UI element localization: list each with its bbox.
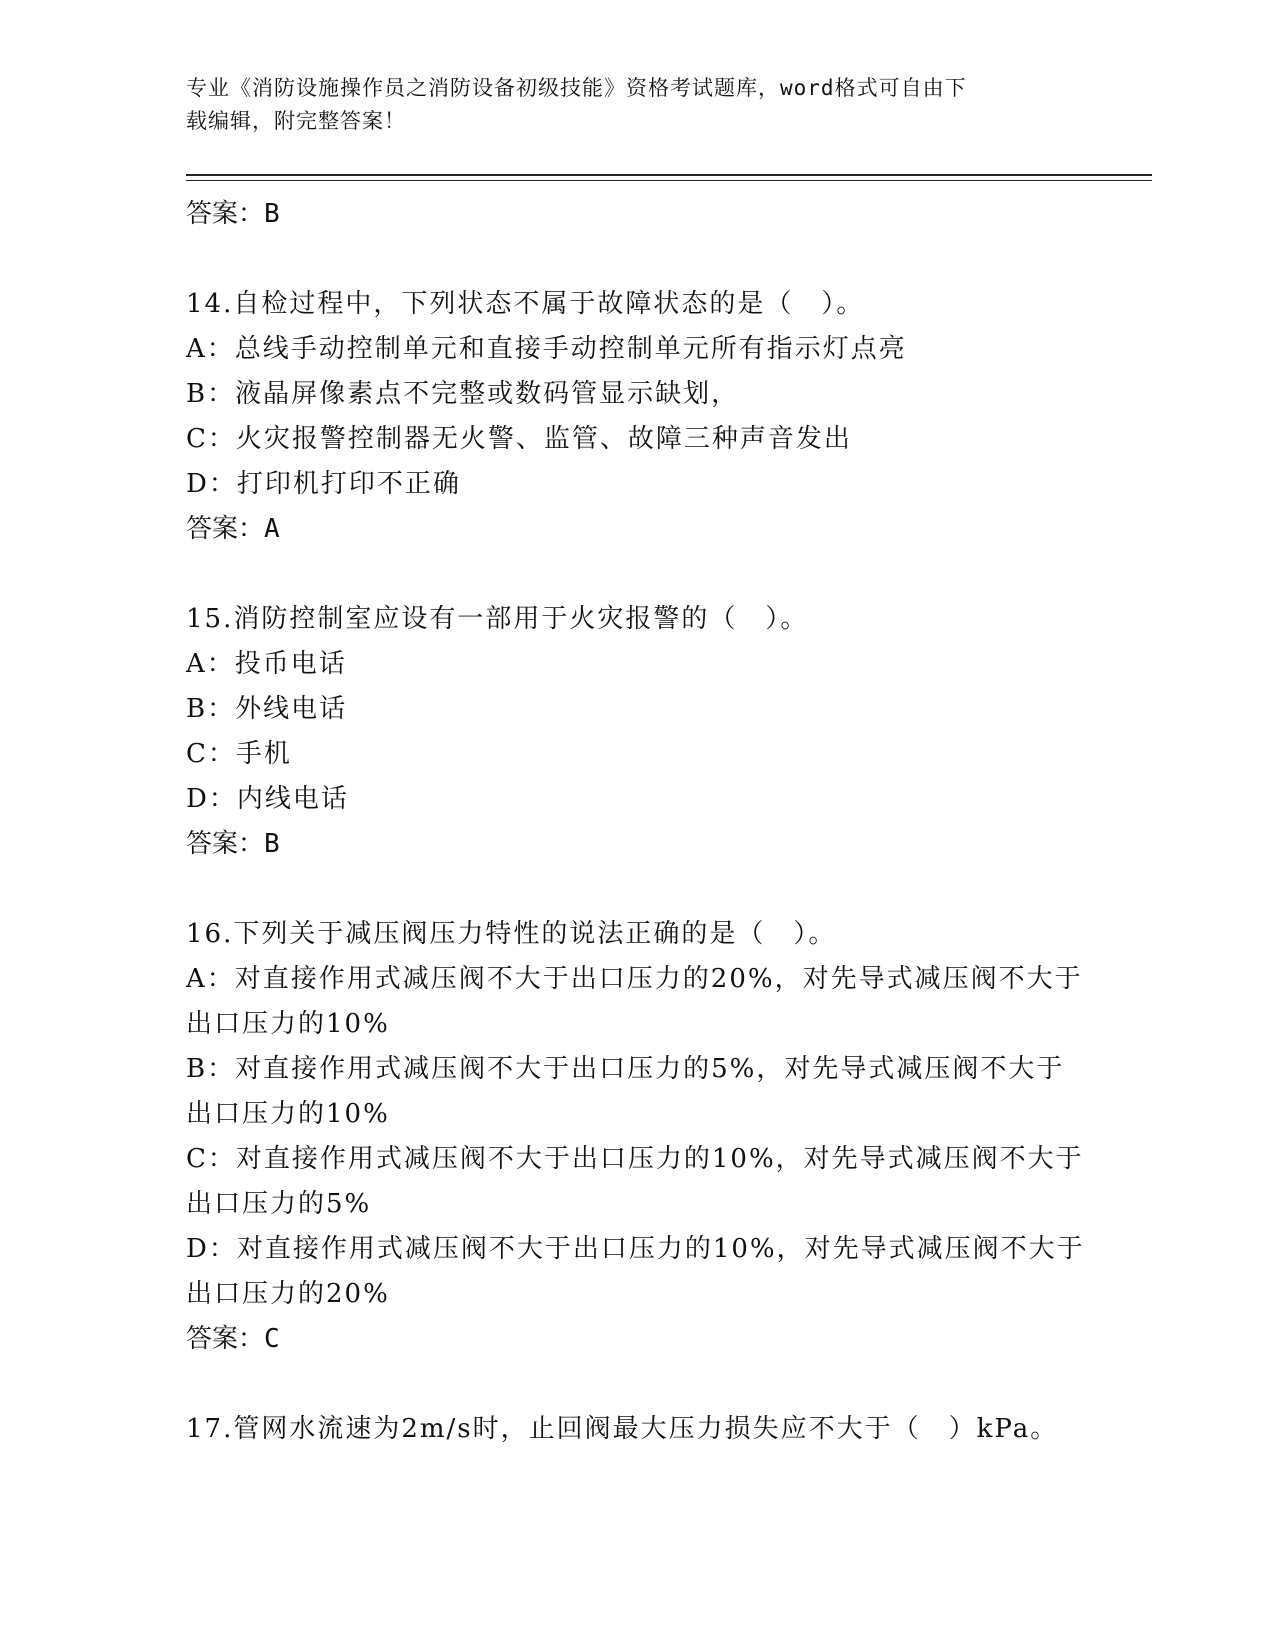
answer: 答案：A [186, 514, 280, 544]
question-stem: 15.消防控制室应设有一部用于火灾报警的（ ）。 [186, 604, 809, 634]
spacer [186, 867, 1086, 912]
document-header [186, 72, 1066, 138]
previous-answer: 答案：B [186, 199, 280, 229]
question-list [186, 192, 1086, 1452]
answer: 答案：B [186, 829, 280, 859]
answer: 答案：C [186, 1324, 280, 1354]
question-stem: 16.下列关于减压阀压力特性的说法正确的是（ ）。 [186, 919, 837, 949]
spacer [186, 237, 1086, 282]
header-line-2: 载编辑，附完整答案！ [186, 109, 406, 133]
option-b: B：液晶屏像素点不完整或数码管显示缺划， [186, 379, 740, 409]
question-14 [186, 282, 1086, 552]
option-a: A：对直接作用式减压阀不大于出口压力的20%，对先导式减压阀不大于出口压力的10% [186, 964, 1083, 1039]
question-16 [186, 912, 1086, 1362]
question-stem: 17.管网水流速为2m/s时，止回阀最大压力损失应不大于（ ）kPa。 [186, 1414, 1059, 1444]
header-divider-thick [186, 174, 1152, 176]
question-stem: 14.自检过程中，下列状态不属于故障状态的是（ ）。 [186, 289, 865, 319]
option-b: B：外线电话 [186, 694, 348, 724]
question-17 [186, 1407, 1086, 1452]
option-d: D：对直接作用式减压阀不大于出口压力的10%，对先导式减压阀不大于出口压力的20% [186, 1234, 1085, 1309]
option-d: D：打印机打印不正确 [186, 469, 461, 499]
option-c: C：火灾报警控制器无火警、监管、故障三种声音发出 [186, 424, 852, 454]
header-divider-thin [186, 180, 1152, 181]
header-line-1: 专业《消防设施操作员之消防设备初级技能》资格考试题库，word格式可自由下 [186, 76, 967, 100]
option-a: A：投币电话 [186, 649, 347, 679]
option-b: B：对直接作用式减压阀不大于出口压力的5%，对先导式减压阀不大于出口压力的10% [186, 1054, 1065, 1129]
option-c: C：手机 [186, 739, 292, 769]
option-a: A：总线手动控制单元和直接手动控制单元所有指示灯点亮 [186, 334, 907, 364]
option-d: D：内线电话 [186, 784, 349, 814]
spacer [186, 1362, 1086, 1407]
option-c: C：对直接作用式减压阀不大于出口压力的10%，对先导式减压阀不大于出口压力的5% [186, 1144, 1084, 1219]
spacer [186, 552, 1086, 597]
question-15 [186, 597, 1086, 867]
